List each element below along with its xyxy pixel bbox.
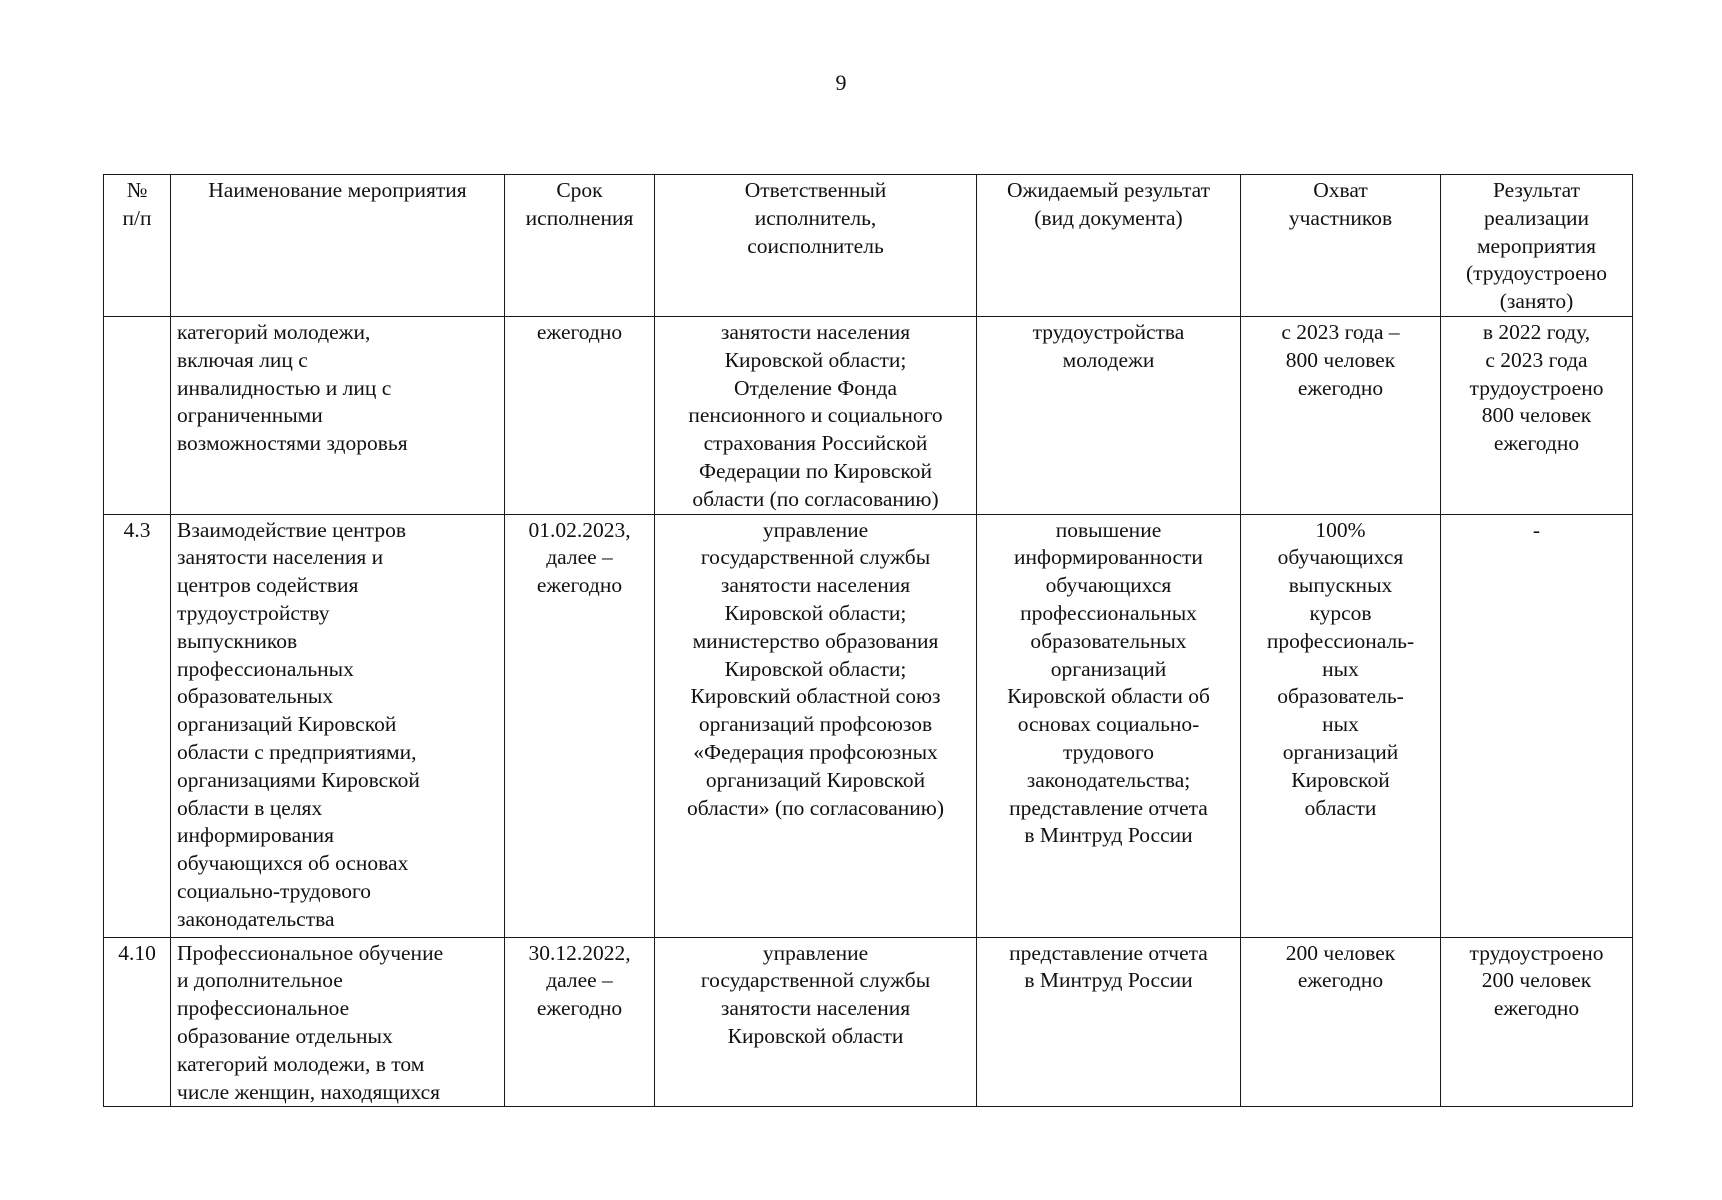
row-responsible: управление государственной службы занятости населения Кировской области [655,937,977,1107]
table-row [104,514,1633,937]
row-deadline: 30.12.2022, далее – ежегодно [505,937,655,1107]
header-expected-result: Ожидаемый результат (вид документа) [977,175,1241,317]
row-coverage: 100% обучающихся выпускных курсов профессиональ- ных образователь- ных организаций Кировской области [1241,514,1441,937]
row-result: трудоустроено 200 человек ежегодно [1441,937,1633,1107]
header-num: № п/п [104,175,171,317]
events-table [103,174,1633,1107]
row-expected-result: представление отчета в Минтруд России [977,937,1241,1107]
row-num [104,316,171,514]
header-name: Наименование мероприятия [171,175,505,317]
table-row [104,316,1633,514]
header-result: Результат реализации мероприятия (трудоустроено (занято) [1441,175,1633,317]
row-expected-result: повышение информированности обучающихся профессиональных образовательных организаций Кировской области об основах социально- трудового законодательства; представление отчета в Минтруд России [977,514,1241,937]
row-num: 4.10 [104,937,171,1107]
row-result: - [1441,514,1633,937]
header-responsible: Ответственный исполнитель, соисполнитель [655,175,977,317]
row-name: Профессиональное обучение и дополнительное профессиональное образование отдельных категорий молодежи, в том числе женщин, находящихся [171,937,505,1107]
header-deadline: Срок исполнения [505,175,655,317]
row-name: Взаимодействие центров занятости населения и центров содействия трудоустройству выпускников профессиональных образовательных организаций Кировской области с предприятиями, организациями Кировской области в целях информирования обучающихся об основах социально-трудового законодательства [171,514,505,937]
row-deadline: 01.02.2023, далее – ежегодно [505,514,655,937]
row-num: 4.3 [104,514,171,937]
row-name: категорий молодежи, включая лиц с инвалидностью и лиц с ограниченными возможностями здоровья [171,316,505,514]
row-responsible: управление государственной службы занятости населения Кировской области; министерство образования Кировской области; Кировский областной союз организаций профсоюзов «Федерация профсоюзных организаций Кировской области» (по согласованию) [655,514,977,937]
row-result: в 2022 году, с 2023 года трудоустроено 800 человек ежегодно [1441,316,1633,514]
header-coverage: Охват участников [1241,175,1441,317]
row-expected-result: трудоустройства молодежи [977,316,1241,514]
page-number: 9 [835,70,847,95]
row-deadline: ежегодно [505,316,655,514]
table-header-row [104,175,1633,317]
table-row [104,937,1633,1107]
row-coverage: с 2023 года – 800 человек ежегодно [1241,316,1441,514]
row-coverage: 200 человек ежегодно [1241,937,1441,1107]
row-responsible: занятости населения Кировской области; Отделение Фонда пенсионного и социального страхования Российской Федерации по Кировской области (по согласованию) [655,316,977,514]
